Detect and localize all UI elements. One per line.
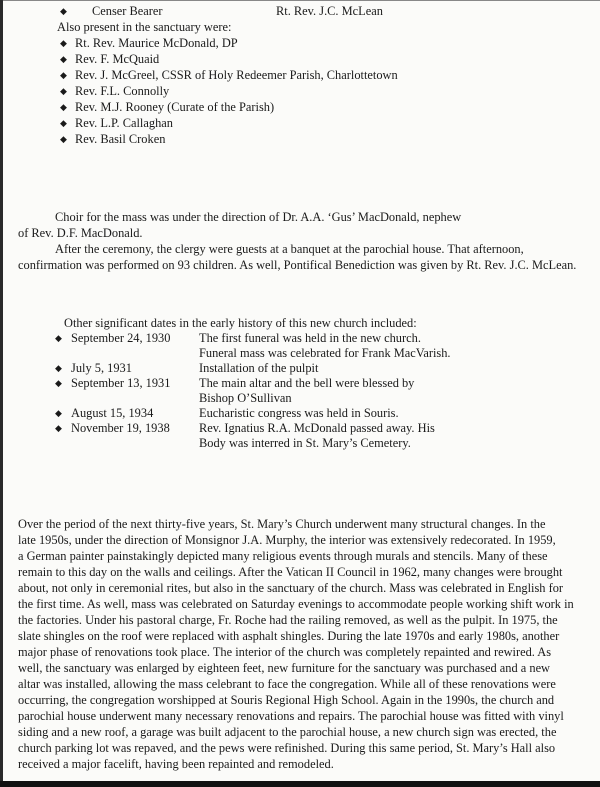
bullet-icon: ◆	[60, 6, 67, 16]
paragraph-line: late 1950s, under the direction of Monsignor J.A. Murphy, the interior was extensively redecorated. In 1959,	[18, 533, 556, 547]
date-label: August 15, 1934	[71, 406, 154, 420]
clergy-item: Rev. F.L. Connolly	[75, 84, 170, 98]
dates-heading: Other significant dates in the early history of this new church included:	[64, 316, 417, 330]
clergy-item: Rt. Rev. Maurice McDonald, DP	[75, 36, 238, 50]
bullet-icon: ◆	[60, 38, 67, 48]
date-description: Body was interred in St. Mary’s Cemetery.	[199, 436, 411, 450]
censer-bearer-role: Censer Bearer	[92, 4, 163, 18]
clergy-item: Rev. M.J. Rooney (Curate of the Parish)	[75, 100, 275, 114]
date-description: Installation of the pulpit	[199, 361, 319, 375]
also-present-heading: Also present in the sanctuary were:	[57, 20, 232, 34]
paragraph-line: received a major facelift, having been repainted and remodeled.	[18, 757, 334, 771]
date-description: The first funeral was held in the new church.	[199, 331, 421, 345]
date-description: Eucharistic congress was held in Souris.	[199, 406, 399, 420]
bullet-icon: ◆	[60, 86, 67, 96]
date-description: Bishop O’Sullivan	[199, 391, 292, 405]
paragraph-line: the first time. As well, mass was celebrated on Saturday evenings to accommodate people working shift work in	[18, 597, 574, 611]
date-description: Rev. Ignatius R.A. McDonald passed away. His	[199, 421, 435, 435]
clergy-item: Rev. J. McGreel, CSSR of Holy Redeemer Parish, Charlottetown	[75, 68, 398, 82]
paragraph-line: After the ceremony, the clergy were guests at a banquet at the parochial house. That afternoon,	[55, 242, 524, 256]
bullet-icon: ◆	[60, 118, 67, 128]
paragraph-line: altar was installed, allowing the mass celebrant to face the congregation. While all of these renovations were	[18, 677, 556, 691]
censer-bearer-person: Rt. Rev. J.C. McLean	[276, 4, 383, 18]
paragraph-line: about, not only in ceremonial rites, but also in the sanctuary of the church. Mass was celebrated in English for	[18, 581, 564, 595]
bullet-icon: ◆	[60, 54, 67, 64]
clergy-item: Rev. L.P. Callaghan	[75, 116, 173, 130]
page-left-edge	[0, 0, 3, 787]
clergy-item: Rev. F. McQuaid	[75, 52, 160, 66]
paragraph-line: parochial house underwent many necessary renovations and repairs. The parochial house was fitted with vinyl	[18, 709, 564, 723]
bullet-icon: ◆	[55, 423, 62, 433]
paragraph-line: the factories. Under his pastoral charge, Fr. Roche had the railing removed, as well as the pulpit. In 1975, the	[18, 613, 558, 627]
bullet-icon: ◆	[55, 378, 62, 388]
bullet-icon: ◆	[55, 333, 62, 343]
paragraph-line: major phase of renovations took place. The interior of the church was completely repainted and rewired. As	[18, 645, 552, 659]
bullet-icon: ◆	[60, 70, 67, 80]
clergy-item: Rev. Basil Croken	[75, 132, 166, 146]
paragraph-line: occurring, the congregation worshipped at Souris Regional High School. Again in the 1990s, the church and	[18, 693, 555, 707]
bullet-icon: ◆	[60, 134, 67, 144]
date-label: September 24, 1930	[71, 331, 171, 345]
paragraph-line: Over the period of the next thirty-five years, St. Mary’s Church underwent many structural changes. In the	[18, 517, 546, 531]
paragraph-line: church parking lot was repaved, and the pews were refinished. During this same period, St. Mary’s Hall also	[18, 741, 556, 755]
page-bottom-edge	[0, 781, 600, 787]
bullet-icon: ◆	[55, 408, 62, 418]
bullet-icon: ◆	[60, 102, 67, 112]
paragraph-line: well, the sanctuary was enlarged by eighteen feet, new furniture for the sanctuary was purchased and a new	[18, 661, 551, 675]
date-label: November 19, 1938	[71, 421, 170, 435]
date-label: September 13, 1931	[71, 376, 171, 390]
date-label: July 5, 1931	[71, 361, 132, 375]
paragraph-line: a German painter painstakingly depicted many religious events through murals and stencils. Many of these	[18, 549, 548, 563]
date-description: Funeral mass was celebrated for Frank MacVarish.	[199, 346, 451, 360]
paragraph-line: remain to this day on the walls and ceilings. After the Vatican II Council in 1962, many changes were brought	[18, 565, 563, 579]
paragraph-line: of Rev. D.F. MacDonald.	[18, 226, 143, 240]
date-description: The main altar and the bell were blessed by	[199, 376, 415, 390]
paragraph-line: slate shingles on the roof were replaced with asphalt shingles. During the late 1970s and early 1980s, another	[18, 629, 560, 643]
bullet-icon: ◆	[55, 363, 62, 373]
paragraph-line: Choir for the mass was under the direction of Dr. A.A. ‘Gus’ MacDonald, nephew	[55, 210, 462, 224]
paragraph-line: siding and a new roof, a garage was built adjacent to the parochial house, a new church sign was erected, the	[18, 725, 557, 739]
page-top-edge	[0, 0, 600, 1]
paragraph-line: confirmation was performed on 93 children. As well, Pontifical Benediction was given by Rt. Rev. J.C. McLean.	[18, 258, 577, 272]
